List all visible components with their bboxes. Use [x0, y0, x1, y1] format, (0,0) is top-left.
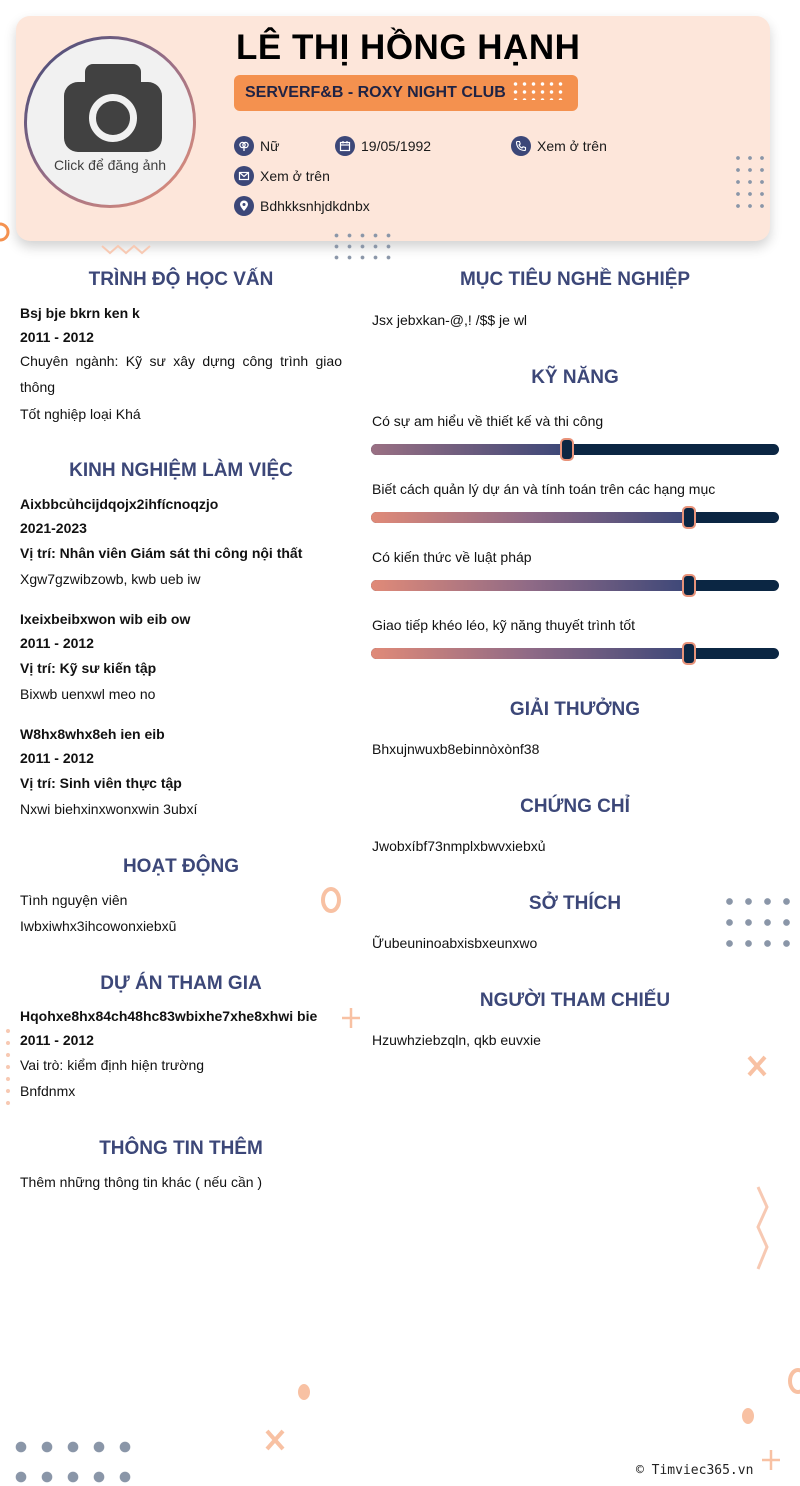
experience-company: W8hx8whx8eh ien eib	[20, 726, 165, 742]
candidate-name: LÊ THỊ HỒNG HẠNH	[236, 28, 581, 67]
avatar-upload[interactable]	[24, 36, 196, 208]
experience-role: Vị trí: Nhân viên Giám sát thi công nội thất	[20, 545, 303, 561]
experience-desc: Nxwi biehxinxwonxwin 3ubxí	[20, 801, 198, 817]
certificates-text: Jwobxíbf73nmplxbwvxiebxủ	[372, 838, 546, 854]
ring-decoration	[780, 1366, 800, 1396]
calendar-icon	[335, 136, 355, 156]
experience-desc: Bixwb uenxwl meo no	[20, 686, 156, 702]
skill-label: Giao tiếp khéo léo, kỹ năng thuyết trình tốt	[372, 617, 636, 633]
education-title: TRÌNH ĐỘ HỌC VẤN	[88, 269, 274, 290]
education-period: 2011 - 2012	[20, 329, 94, 345]
skill-knob	[682, 642, 696, 665]
ring-decoration	[318, 885, 344, 915]
skill-fill	[371, 512, 689, 523]
zigzag-vertical-decoration	[754, 1185, 772, 1273]
skill-fill	[371, 444, 567, 455]
pill-dots-decoration	[511, 80, 565, 100]
avatar[interactable]	[27, 39, 193, 205]
certificates-title: CHỨNG CHỈ	[520, 796, 630, 817]
project-role: Vai trò: kiểm định hiện trường	[20, 1057, 205, 1073]
oval-decoration	[294, 1380, 314, 1404]
skill-knob	[682, 506, 696, 529]
phone-icon	[511, 136, 531, 156]
hobbies-text: Ữubeuninoabxisbxeunxwo	[372, 935, 538, 951]
education-school: Bsj bje bkrn ken k	[20, 305, 140, 321]
skill-bar	[371, 444, 779, 455]
plus-decoration	[340, 1006, 362, 1030]
dot-grid-decoration	[732, 152, 764, 208]
birthday-field	[335, 136, 431, 156]
oval-decoration	[740, 1405, 756, 1427]
hobbies-title: SỞ THÍCH	[528, 893, 622, 914]
skill-fill	[371, 580, 689, 591]
activity-item: Iwbxiwhx3ihcowonxiebxũ	[20, 918, 177, 934]
activity-item: Tình nguyện viên	[20, 892, 128, 908]
dot-grid-decoration	[330, 230, 394, 264]
experience-company: Aixbbcủhcijdqojx2ihfícnoqzjo	[20, 496, 219, 512]
references-title: NGƯỜI THAM CHIẾU	[479, 990, 671, 1011]
experience-role: Vị trí: Kỹ sư kiến tập	[20, 660, 157, 676]
more-info-title: THÔNG TIN THÊM	[99, 1138, 263, 1159]
skill-label: Biết cách quản lý dự án và tính toán trên các hạng mục	[372, 481, 716, 497]
dot-grid-decoration	[720, 891, 792, 951]
projects-title: DỰ ÁN THAM GIA	[100, 973, 262, 994]
mail-icon	[234, 166, 254, 186]
dot-column-decoration	[4, 1025, 12, 1109]
email-value: Xem ở trên	[260, 168, 330, 184]
awards-text: Bhxujnwuxb8ebinnòxònf38	[372, 741, 540, 757]
location-pin-icon	[234, 196, 254, 216]
project-name: Hqohxe8hx84ch48hc83wbixhe7xhe8xhwi bie	[20, 1008, 318, 1024]
phone-value: Xem ở trên	[537, 138, 607, 154]
activities-title: HOẠT ĐỘNG	[122, 856, 240, 877]
camera-lens	[89, 94, 137, 142]
gender-value: Nữ	[260, 138, 280, 154]
footer-copyright: © Timviec365.vn	[636, 1463, 754, 1478]
skill-label: Có kiến thức về luật pháp	[372, 549, 532, 565]
project-period: 2011 - 2012	[20, 1032, 94, 1048]
skill-knob	[682, 574, 696, 597]
experience-title: KINH NGHIỆM LÀM VIỆC	[69, 460, 293, 481]
skill-fill	[371, 648, 689, 659]
phone-field	[511, 136, 607, 156]
skill-label: Có sự am hiểu về thiết kế và thi công	[372, 413, 604, 429]
email-field	[234, 166, 330, 186]
awards-title: GIẢI THƯỞNG	[509, 699, 641, 720]
experience-period: 2011 - 2012	[20, 635, 94, 651]
cross-decoration	[262, 1426, 288, 1454]
gender-field	[234, 136, 279, 156]
address-value: Bdhkksnhjdkdnbx	[260, 198, 370, 214]
gender-icon	[234, 136, 254, 156]
skills-title: KỸ NĂNG	[531, 367, 619, 388]
objective-title: MỤC TIÊU NGHỀ NGHIỆP	[459, 269, 691, 290]
skill-bar	[371, 648, 779, 659]
references-text: Hzuwhziebzqln, qkb euvxie	[372, 1032, 541, 1048]
experience-company: Ixeixbeibxwon wib eib ow	[20, 611, 191, 627]
skill-bar	[371, 580, 779, 591]
education-grade: Tốt nghiệp loại Khá	[20, 406, 141, 422]
more-info-text: Thêm những thông tin khác ( nếu cần )	[20, 1174, 263, 1190]
education-major: Chuyên ngành: Kỹ sư xây dựng công trình giao thông	[20, 353, 342, 395]
experience-desc: Xgw7gzwibzowb, kwb ueb iw	[20, 571, 201, 587]
plus-decoration	[760, 1448, 782, 1472]
experience-period: 2011 - 2012	[20, 750, 94, 766]
experience-period: 2021-2023	[20, 520, 87, 536]
cross-decoration	[744, 1052, 770, 1080]
project-desc: Bnfdnmx	[20, 1083, 76, 1099]
address-field	[234, 196, 370, 216]
skill-bar	[371, 512, 779, 523]
experience-role: Vị trí: Sinh viên thực tập	[20, 775, 182, 791]
skill-knob	[560, 438, 574, 461]
dot-grid-decoration	[8, 1432, 134, 1486]
circle-decoration	[0, 220, 14, 244]
position-badge: SERVERF&B - ROXY NIGHT CLUB	[234, 75, 578, 111]
zigzag-decoration	[100, 242, 154, 256]
objective-text: Jsx jebxkan-@,! /$$ je wl	[372, 312, 528, 328]
avatar-caption[interactable]: Click để đăng ảnh	[53, 157, 167, 173]
birthday-value: 19/05/1992	[361, 138, 432, 154]
